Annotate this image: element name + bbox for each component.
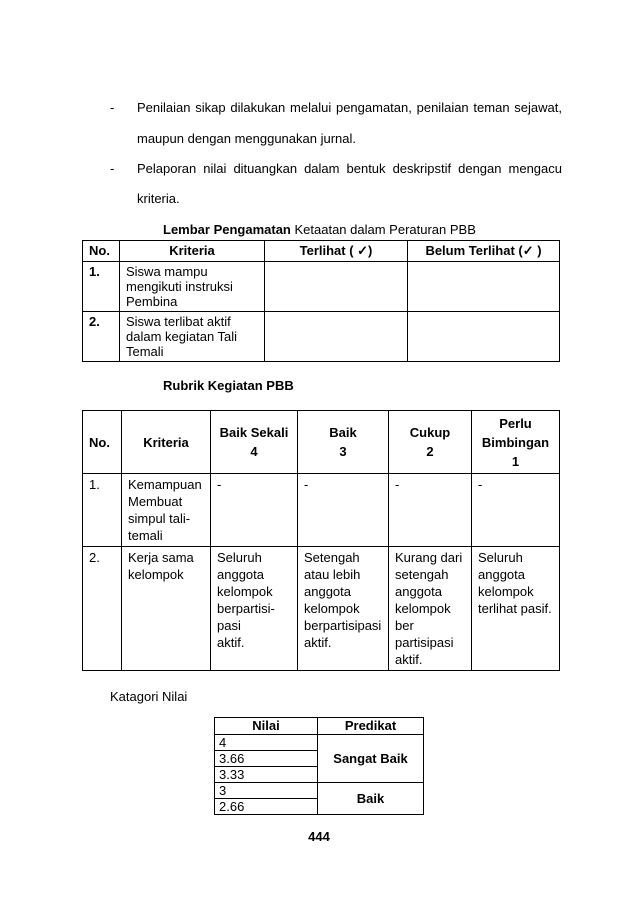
category-table xyxy=(214,717,424,815)
obs-header-no: No. xyxy=(83,241,120,262)
rub-header-baik xyxy=(298,411,389,474)
obs-row-kriteria xyxy=(120,262,265,312)
cell-line: Setengah xyxy=(304,550,360,565)
cat-header-predikat: Predikat xyxy=(318,718,424,735)
cell-line: kelompok xyxy=(217,584,273,599)
cell-line: berpartisipasi xyxy=(304,618,382,633)
rub-row-kriteria xyxy=(122,474,211,547)
observation-caption xyxy=(163,222,476,237)
table-row xyxy=(83,547,560,671)
header-score: 3 xyxy=(339,444,347,459)
kriteria-line: simpul tali- xyxy=(128,511,191,526)
table-row xyxy=(83,474,560,547)
header-score: 4 xyxy=(250,444,258,459)
cell-line: anggota xyxy=(478,567,525,582)
obs-cell-belum-terlihat xyxy=(408,312,560,362)
kriteria-line: Kemampuan xyxy=(128,477,202,492)
kriteria-line: Kerja sama xyxy=(128,550,194,565)
cell-line: kelompok xyxy=(395,601,451,616)
obs-row-no: 1. xyxy=(83,262,120,312)
cat-value: 3 xyxy=(215,783,318,799)
cat-predicate: Baik xyxy=(318,783,424,815)
bullet-text-line: kriteria. xyxy=(137,191,180,206)
rub-header-perlu-bimbingan xyxy=(472,411,560,474)
table-row xyxy=(215,783,424,799)
kriteria-line: dalam kegiatan Tali xyxy=(126,329,238,344)
obs-header-kriteria: Kriteria xyxy=(120,241,265,262)
kriteria-line: Membuat xyxy=(128,494,183,509)
rub-header-cukup xyxy=(389,411,472,474)
cell-line: aktif. xyxy=(395,652,423,667)
rub-cell-baik: - xyxy=(298,474,389,547)
table-row xyxy=(83,312,560,362)
cell-line: berpartisi- xyxy=(217,601,275,616)
cat-value: 3.66 xyxy=(215,751,318,767)
rub-cell-baik xyxy=(298,547,389,671)
cell-line: partisipasi xyxy=(395,635,454,650)
rub-cell-cukup: - xyxy=(389,474,472,547)
obs-row-kriteria xyxy=(120,312,265,362)
cat-predicate: Sangat Baik xyxy=(318,735,424,783)
cell-line: ber xyxy=(395,618,414,633)
cell-line: anggota xyxy=(217,567,264,582)
rub-header-no: No. xyxy=(83,411,122,474)
bullet-text-line: Pelaporan nilai dituangkan dalam bentuk deskripstif dengan mengacu xyxy=(137,161,562,176)
cell-line: aktif. xyxy=(217,635,245,650)
obs-cell-terlihat xyxy=(265,262,408,312)
header-score: 1 xyxy=(511,453,520,469)
cell-line: Seluruh xyxy=(478,550,523,565)
bullet-text-line: maupun dengan menggunakan jurnal. xyxy=(137,131,357,146)
rub-cell-perlu-bimbingan: - xyxy=(472,474,560,547)
rub-header-kriteria: Kriteria xyxy=(122,411,211,474)
cat-value: 4 xyxy=(215,735,318,751)
rub-row-no: 1. xyxy=(83,474,122,547)
header-label: Bimbingan xyxy=(481,434,550,450)
bullet-marker: - xyxy=(110,100,115,115)
obs-row-no: 2. xyxy=(83,312,120,362)
cell-line: kelompok xyxy=(304,601,360,616)
rub-cell-baik-sekali: - xyxy=(211,474,298,547)
header-label: Perlu xyxy=(499,415,532,431)
header-label: Cukup xyxy=(409,425,451,440)
kriteria-line: Siswa mampu xyxy=(126,264,208,279)
cell-line: atau lebih xyxy=(304,567,361,582)
cat-header-nilai: Nilai xyxy=(215,718,318,735)
observation-caption-bold: Lembar Pengamatan xyxy=(163,222,291,237)
kriteria-line: mengikuti instruksi xyxy=(126,279,233,294)
obs-header-terlihat: Terlihat ( ✓) xyxy=(265,241,408,262)
cell-line: kelompok xyxy=(478,584,534,599)
observation-caption-rest: Ketaatan dalam Peraturan PBB xyxy=(290,222,476,237)
category-caption: Katagori Nilai xyxy=(110,689,188,704)
table-row xyxy=(83,262,560,312)
rub-cell-baik-sekali xyxy=(211,547,298,671)
cell-line: Seluruh xyxy=(217,550,262,565)
cell-line: setengah xyxy=(395,567,449,582)
rub-cell-perlu-bimbingan xyxy=(472,547,560,671)
obs-cell-belum-terlihat xyxy=(408,262,560,312)
kriteria-line: Pembina xyxy=(126,294,178,309)
rub-header-baik-sekali xyxy=(211,411,298,474)
rubric-caption: Rubrik Kegiatan PBB xyxy=(163,378,294,393)
kriteria-line: Temali xyxy=(126,344,164,359)
header-label: Baik xyxy=(329,425,357,440)
rub-row-no: 2. xyxy=(83,547,122,671)
cell-line: anggota xyxy=(395,584,442,599)
kriteria-line: kelompok xyxy=(128,567,184,582)
cell-line: terlihat pasif. xyxy=(478,601,552,616)
bullet-text-line: Penilaian sikap dilakukan melalui pengamatan, penilaian teman sejawat, xyxy=(137,100,562,115)
kriteria-line: temali xyxy=(128,528,163,543)
cell-line: Kurang dari xyxy=(395,550,463,565)
cat-value: 2.66 xyxy=(215,799,318,815)
obs-cell-terlihat xyxy=(265,312,408,362)
table-row xyxy=(215,735,424,751)
rubric-table xyxy=(82,410,560,671)
cell-line: anggota xyxy=(304,584,351,599)
bullet-marker: - xyxy=(110,161,115,176)
cell-line: pasi xyxy=(217,618,241,633)
obs-header-belum-terlihat: Belum Terlihat (✓ ) xyxy=(408,241,560,262)
cell-line: aktif. xyxy=(304,635,332,650)
rub-cell-cukup xyxy=(389,547,472,671)
cat-value: 3.33 xyxy=(215,767,318,783)
page-number: 444 xyxy=(308,829,330,844)
header-label: Baik Sekali xyxy=(219,425,289,440)
kriteria-line: Siswa terlibat aktif xyxy=(126,314,231,329)
observation-table xyxy=(82,240,560,362)
rub-row-kriteria xyxy=(122,547,211,671)
header-score: 2 xyxy=(426,444,434,459)
